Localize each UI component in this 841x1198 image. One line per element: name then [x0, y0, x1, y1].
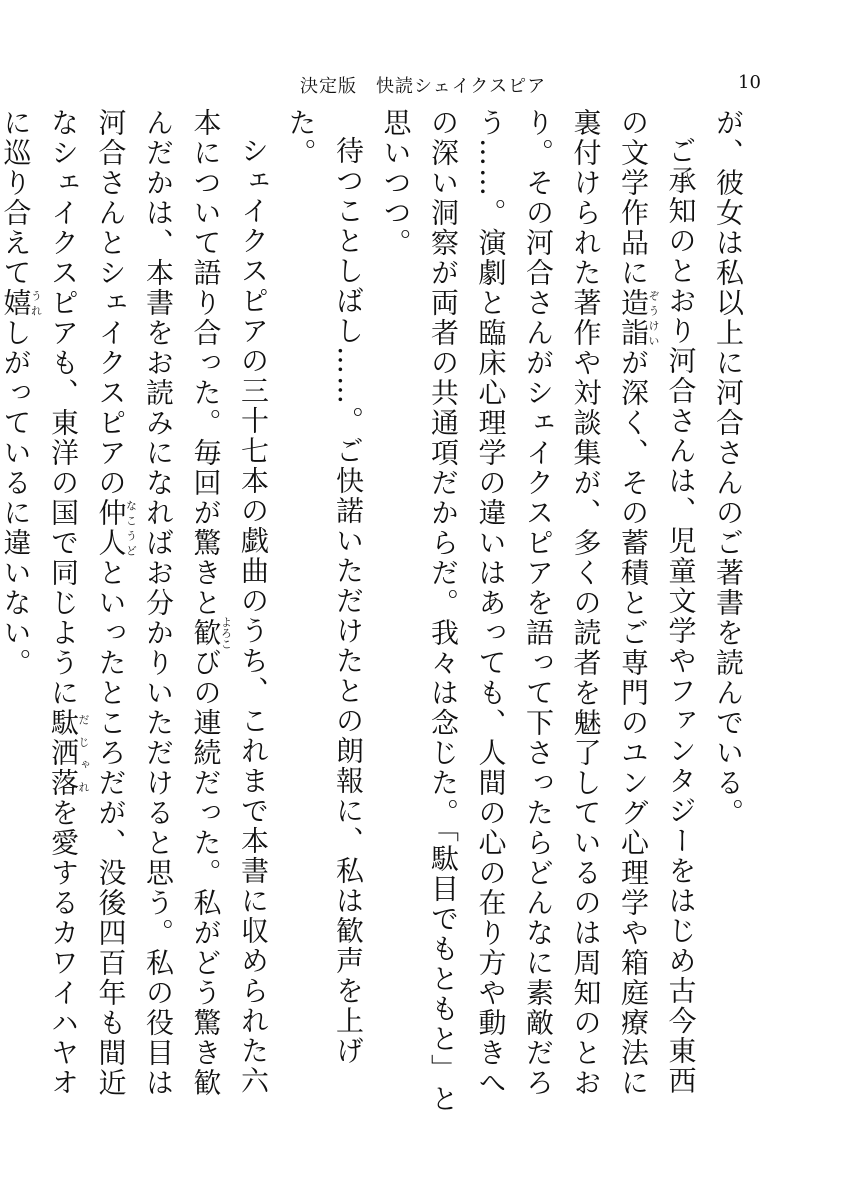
ruby-ure-base: 嬉	[0, 288, 33, 318]
paragraph-4	[0, 108, 277, 1118]
ruby-dajare-reading: だじゃれ	[77, 708, 90, 798]
ruby-nakoudo	[94, 498, 138, 558]
page-number: 10	[738, 72, 761, 93]
paragraph-2-text-a: ご承知のとおり河合さんは、児童文学やファンタジーをはじめ古今東西の文学作品に	[617, 108, 698, 1096]
ruby-yoroko	[189, 616, 233, 650]
ruby-yoroko-reading: よろこ	[219, 616, 233, 650]
paragraph-4-text-c: といったところだが、没後四百年も間近なシェイクスピアも、東洋の国で同じように	[47, 108, 128, 1098]
ruby-ure-reading: うれ	[29, 288, 43, 318]
ruby-zoukei-base: 造詣	[617, 288, 650, 348]
paragraph-1-text: が、彼女は私以上に河合さんのご著書を読んでいる。	[712, 108, 745, 828]
paragraph-4-text-e: しがっているに違いない。	[0, 318, 33, 678]
ruby-zoukei	[617, 288, 660, 348]
book-title: 決定版 快読シェイクスピア	[300, 76, 547, 97]
paragraph-2	[372, 108, 705, 1118]
ruby-nakoudo-base: 仲人	[94, 498, 128, 558]
paragraph-1	[705, 108, 753, 1118]
body-text	[0, 108, 752, 1118]
paragraph-2-text-b: が深く、その蓄積とご専門のユング心理学や箱庭療法に裏付けられた著作や対談集が、多くの読者を魅了しているのは周知のとおり。その河合さんがシェイクスピアを語って下さったらどんなに素敵だろう……。演劇と臨床心理学の違いはあっても、人間の心の在り方や動きへの深い洞察が両者の共通項だからだ。我々は念じた。「駄目でもともと」と思いつつ。	[379, 108, 650, 1114]
ruby-dajare	[47, 708, 90, 798]
ruby-nakoudo-reading: なこうど	[124, 498, 138, 558]
paragraph-4-text-a: シェイクスピアの三十七本の戯曲のうち、これまで本書に収められた六本について語り合った。毎回が驚きと	[189, 108, 270, 1096]
paragraph-4-text-b: びの連続だった。私がどう驚き歓んだかは、本書をお読みになればお分かりいただけると思う。私の役目は河合さんとシェイクスピアの	[94, 108, 223, 1098]
ruby-dajare-base: 駄洒落	[47, 708, 80, 798]
paragraph-3-text: 待つことしばし……。ご快諾いただけたとの朗報に、私は歓声を上げた。	[284, 108, 365, 1066]
running-header	[0, 72, 841, 100]
ruby-zoukei-reading: ぞうけい	[647, 288, 660, 348]
ruby-ure	[0, 288, 43, 318]
paragraph-3	[277, 108, 372, 1118]
paragraph-4-text-d: を愛するカワイハヤオに巡り合えて	[0, 108, 80, 1098]
ruby-yoroko-base: 歓	[189, 616, 223, 650]
